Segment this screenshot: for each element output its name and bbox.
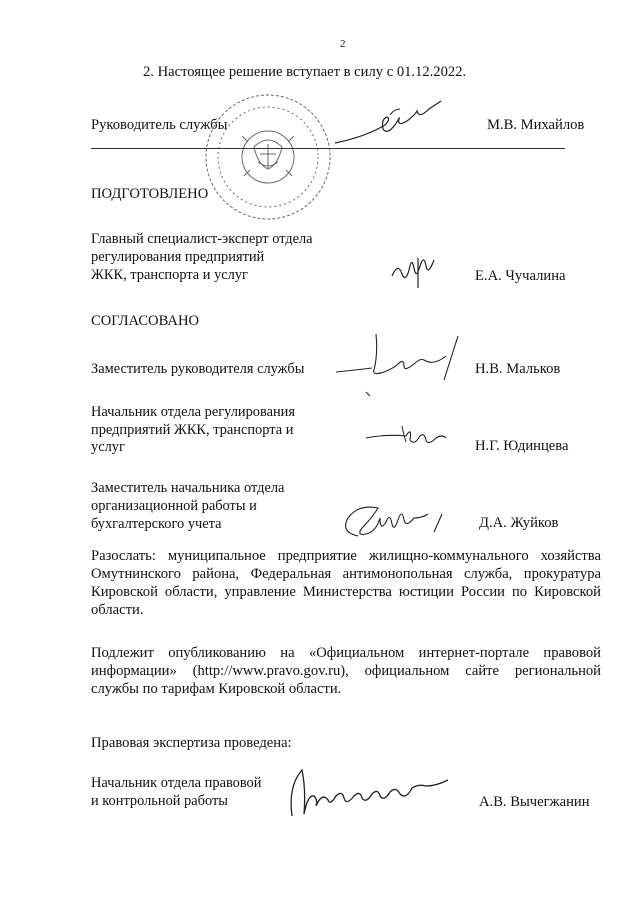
agreed-signer-2-signature — [362, 424, 452, 452]
signature-divider — [91, 148, 565, 149]
head-name: М.В. Михайлов — [487, 117, 585, 133]
publication-text: Подлежит опубликованию на «Официальном интернет-портале правовой информации» (http://www.pravo.gov.ru), официальном сайте региональной службы по тарифам Кировской области. — [91, 645, 601, 697]
agreed-signer-1-title: Заместитель руководителя службы — [91, 361, 305, 377]
official-seal-stamp — [198, 92, 338, 222]
clause-text: 2. Настоящее решение вступает в силу с 01.12.2022. — [143, 64, 467, 80]
prepared-heading: ПОДГОТОВЛЕНО — [91, 186, 209, 202]
prepared-signature — [388, 252, 448, 292]
legal-review-name: А.В. Вычегжанин — [479, 794, 590, 810]
agreed-signer-3-signature — [338, 500, 458, 542]
agreed-signer-3-name: Д.А. Жуйков — [479, 515, 559, 531]
page-number: 2 — [340, 38, 346, 50]
head-title: Руководитель службы — [91, 117, 228, 133]
agreed-heading: СОГЛАСОВАНО — [91, 313, 200, 329]
legal-review-title: Начальник отдела правовой и контрольной работы — [91, 775, 262, 809]
agreed-signer-1-signature — [332, 328, 472, 398]
head-signature — [330, 105, 460, 150]
prepared-name: Е.А. Чучалина — [475, 268, 566, 284]
agreed-signer-3-title: Заместитель начальника отдела организационной работы и бухгалтерского учета — [91, 480, 285, 532]
agreed-signer-2-title: Начальник отдела регулирования предприятий ЖКК, транспорта и услуг — [91, 404, 296, 455]
agreed-signer-2-name: Н.Г. Юдинцева — [475, 438, 569, 454]
agreed-signer-1-name: Н.В. Мальков — [475, 361, 561, 377]
legal-review-signature — [278, 764, 478, 820]
prepared-title: Главный специалист-эксперт отдела регулирования предприятий ЖКК, транспорта и услуг — [91, 231, 313, 283]
legal-review-statement: Правовая экспертиза проведена: — [91, 735, 292, 751]
distribution-text: Разослать: муниципальное предприятие жилищно-коммунального хозяйства Омутнинского района, Федеральная антимонопольная служба, прокуратура Кировской области, управление Министерства юстиции России по Кировской области. — [91, 548, 601, 618]
